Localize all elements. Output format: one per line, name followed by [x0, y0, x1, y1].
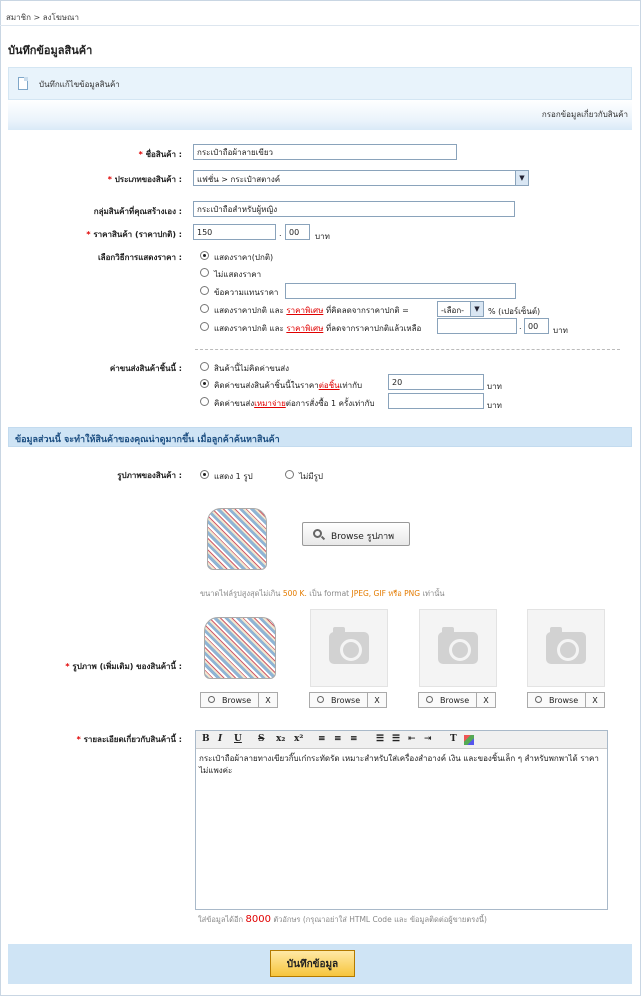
name-label: * ชื่อสินค้า :	[138, 150, 182, 159]
radio-text-price[interactable]	[200, 286, 209, 295]
extra-image-2-placeholder	[310, 609, 388, 687]
browse-extra-1-button[interactable]: Browse	[201, 693, 259, 707]
search-icon	[426, 696, 433, 703]
extra-image-1	[204, 617, 276, 679]
price-unit: บาท	[315, 232, 330, 241]
discount-percent-select[interactable]: -เลือก- ▼	[437, 301, 484, 317]
save-button[interactable]: บันทึกข้อมูล	[270, 950, 355, 977]
extra-image-4-placeholder	[527, 609, 605, 687]
hint-band	[8, 100, 632, 130]
radio-no-image[interactable]	[285, 470, 294, 479]
underline-icon[interactable]: U	[234, 734, 242, 744]
type-label: * ประเภทของสินค้า :	[107, 175, 182, 184]
extra-image-3-controls	[418, 692, 496, 708]
special-price-link[interactable]: ราคาพิเศษ	[286, 306, 324, 315]
radio-discount-percent[interactable]	[200, 304, 209, 313]
discount-percent-text-2: ที่คิดลดจากราคาปกติ =	[325, 306, 409, 315]
browse-image-button[interactable]: Browse รูปภาพ	[302, 522, 410, 546]
breadcrumb: สมาชิก > ลงโฆษณา	[0, 8, 639, 26]
section-header-text: ข้อมูลส่วนนี้ จะทำให้สินค้าของคุณน่าดูมากขึ้น เมื่อลูกค้าค้นหาสินค้า	[15, 435, 280, 445]
ordered-list-icon[interactable]: ☰	[376, 734, 385, 744]
per-item-text-2: เท่ากับ	[339, 381, 363, 390]
discount-baht-input[interactable]	[437, 318, 517, 334]
extra-images-label: * รูปภาพ (เพิ่มเติม) ของสินค้านี้ :	[65, 662, 182, 671]
panel-header	[8, 67, 632, 100]
price-label: * ราคาสินค้า (ราคาปกติ) :	[86, 230, 182, 239]
radio-no-image-label: ไม่มีรูป	[299, 472, 323, 481]
camera-icon	[546, 632, 586, 664]
subscript-icon[interactable]: x₂	[276, 734, 286, 744]
browse-extra-3-button[interactable]: Browse	[419, 693, 477, 707]
chevron-down-icon: ▼	[470, 302, 483, 316]
indent-icon[interactable]: ⇥	[424, 734, 432, 744]
product-type-select[interactable]: แฟชั่น > กระเป๋าสตางค์ ▼	[193, 170, 529, 186]
radio-discount-amount[interactable]	[200, 322, 209, 331]
section-header	[8, 427, 632, 447]
bold-icon[interactable]: B	[202, 734, 210, 744]
italic-icon[interactable]: I	[218, 734, 223, 744]
percent-unit: % (เปอร์เซ็นต์)	[488, 307, 541, 316]
align-right-icon[interactable]: ≡	[350, 734, 358, 744]
details-text[interactable]: กระเป๋าถือผ้าลายทางเขียวกิ๊บเก๋กระทัดรัด เหมาะสำหรับใส่เครื่องสำอางค์ เงิน และของชิ้นเล็ก ๆ สำหรับพกพาได้ ราคาไม่แพงค่ะ	[199, 754, 599, 775]
radio-text-price-label: ข้อความแทนราคา	[214, 288, 279, 297]
flat-shipping-input[interactable]	[388, 393, 484, 409]
extra-image-1-controls	[200, 692, 278, 708]
remove-extra-3-button[interactable]: X	[483, 696, 489, 705]
text-color-icon[interactable]: T	[450, 734, 457, 744]
discount-satang-input[interactable]	[524, 318, 549, 334]
price-display-label: เลือกวิธีการแสดงราคา :	[97, 253, 182, 262]
flat-unit: บาท	[487, 401, 502, 410]
search-icon	[535, 696, 542, 703]
discount-unit: บาท	[553, 326, 568, 335]
editor-toolbar	[196, 731, 607, 749]
radio-no-shipping-label: สินค้านี้ไม่คิดค่าขนส่ง	[214, 364, 290, 373]
product-image	[207, 508, 267, 570]
camera-icon	[438, 632, 478, 664]
document-icon	[18, 77, 28, 90]
radio-hide-price-label: ไม่แสดงราคา	[214, 270, 262, 279]
image-label: รูปภาพของสินค้า :	[117, 471, 182, 480]
details-note: ใส่ข้อมูลได้อีก 8000 ตัวอักษร (กรุณาอย่าใส่ HTML Code และ ข้อมูลติดต่อผู้ขายตรงนี้)	[198, 914, 487, 925]
flat-text-2: ต่อการสั่งซื้อ 1 ครั้งเท่ากับ	[285, 399, 375, 408]
browse-extra-2-button[interactable]: Browse	[310, 693, 368, 707]
per-item-text: คิดค่าขนส่งสินค้าชิ้นนี้ในราคา	[214, 381, 319, 390]
extra-image-4-controls	[527, 692, 605, 708]
details-label: * รายละเอียดเกี่ยวกับสินค้านี้ :	[76, 735, 182, 744]
align-left-icon[interactable]: ≡	[318, 734, 326, 744]
page-title: บันทึกข้อมูลสินค้า	[8, 44, 93, 57]
remove-extra-2-button[interactable]: X	[374, 696, 380, 705]
align-center-icon[interactable]: ≡	[334, 734, 342, 744]
product-group-input[interactable]	[193, 201, 515, 217]
per-item-link[interactable]: ต่อชิ้น	[318, 381, 340, 390]
remove-extra-4-button[interactable]: X	[592, 696, 598, 705]
radio-per-item-shipping[interactable]	[200, 379, 209, 388]
details-editor[interactable]	[195, 730, 608, 910]
form-hint: กรอกข้อมูลเกี่ยวกับสินค้า	[541, 110, 628, 119]
radio-hide-price[interactable]	[200, 268, 209, 277]
per-item-unit: บาท	[487, 382, 502, 391]
radio-no-shipping[interactable]	[200, 362, 209, 371]
camera-icon	[329, 632, 369, 664]
remove-extra-1-button[interactable]: X	[265, 696, 271, 705]
divider	[195, 349, 620, 350]
group-label: กลุ่มสินค้าที่คุณสร้างเอง :	[93, 207, 182, 216]
flat-rate-link[interactable]: เหมาจ่าย	[254, 399, 286, 408]
outdent-icon[interactable]: ⇤	[408, 734, 416, 744]
highlight-color-icon[interactable]	[464, 735, 474, 745]
shipping-label: ค่าขนส่งสินค้าชิ้นนี้ :	[109, 364, 182, 373]
superscript-icon[interactable]: x²	[294, 734, 304, 744]
chevron-down-icon: ▼	[515, 171, 528, 185]
per-item-shipping-input[interactable]	[388, 374, 484, 390]
strikethrough-icon[interactable]: S	[258, 734, 265, 744]
radio-flat-shipping[interactable]	[200, 397, 209, 406]
price-baht-input[interactable]	[193, 224, 276, 240]
radio-show-price[interactable]	[200, 251, 209, 260]
search-icon	[313, 529, 322, 538]
radio-show-image[interactable]	[200, 470, 209, 479]
extra-image-2-controls	[309, 692, 387, 708]
discount-amount-text: แสดงราคาปกติ และ	[214, 324, 284, 333]
unordered-list-icon[interactable]: ☰	[392, 734, 401, 744]
special-price-link-2[interactable]: ราคาพิเศษ	[286, 324, 324, 333]
search-icon	[317, 696, 324, 703]
radio-show-price-label: แสดงราคา(ปกติ)	[214, 253, 274, 262]
panel-header-text: บันทึกแก้ไขข้อมูลสินค้า	[39, 80, 120, 89]
discount-percent-text: แสดงราคาปกติ และ	[214, 306, 284, 315]
search-icon	[208, 696, 215, 703]
product-name-input[interactable]	[193, 144, 457, 160]
image-note: ขนาดไฟล์รูปสูงสุดไม่เกิน 500 K. เป็น format JPEG, GIF หรือ PNG เท่านั้น	[200, 589, 445, 598]
price-text-input[interactable]	[285, 283, 516, 299]
browse-extra-4-button[interactable]: Browse	[528, 693, 586, 707]
extra-image-3-placeholder	[419, 609, 497, 687]
flat-text: คิดค่าขนส่ง	[214, 399, 255, 408]
discount-amount-text-2: ที่ลดจากราคาปกติแล้วเหลือ	[325, 324, 422, 333]
radio-show-image-label: แสดง 1 รูป	[214, 472, 253, 481]
price-satang-input[interactable]	[285, 224, 310, 240]
